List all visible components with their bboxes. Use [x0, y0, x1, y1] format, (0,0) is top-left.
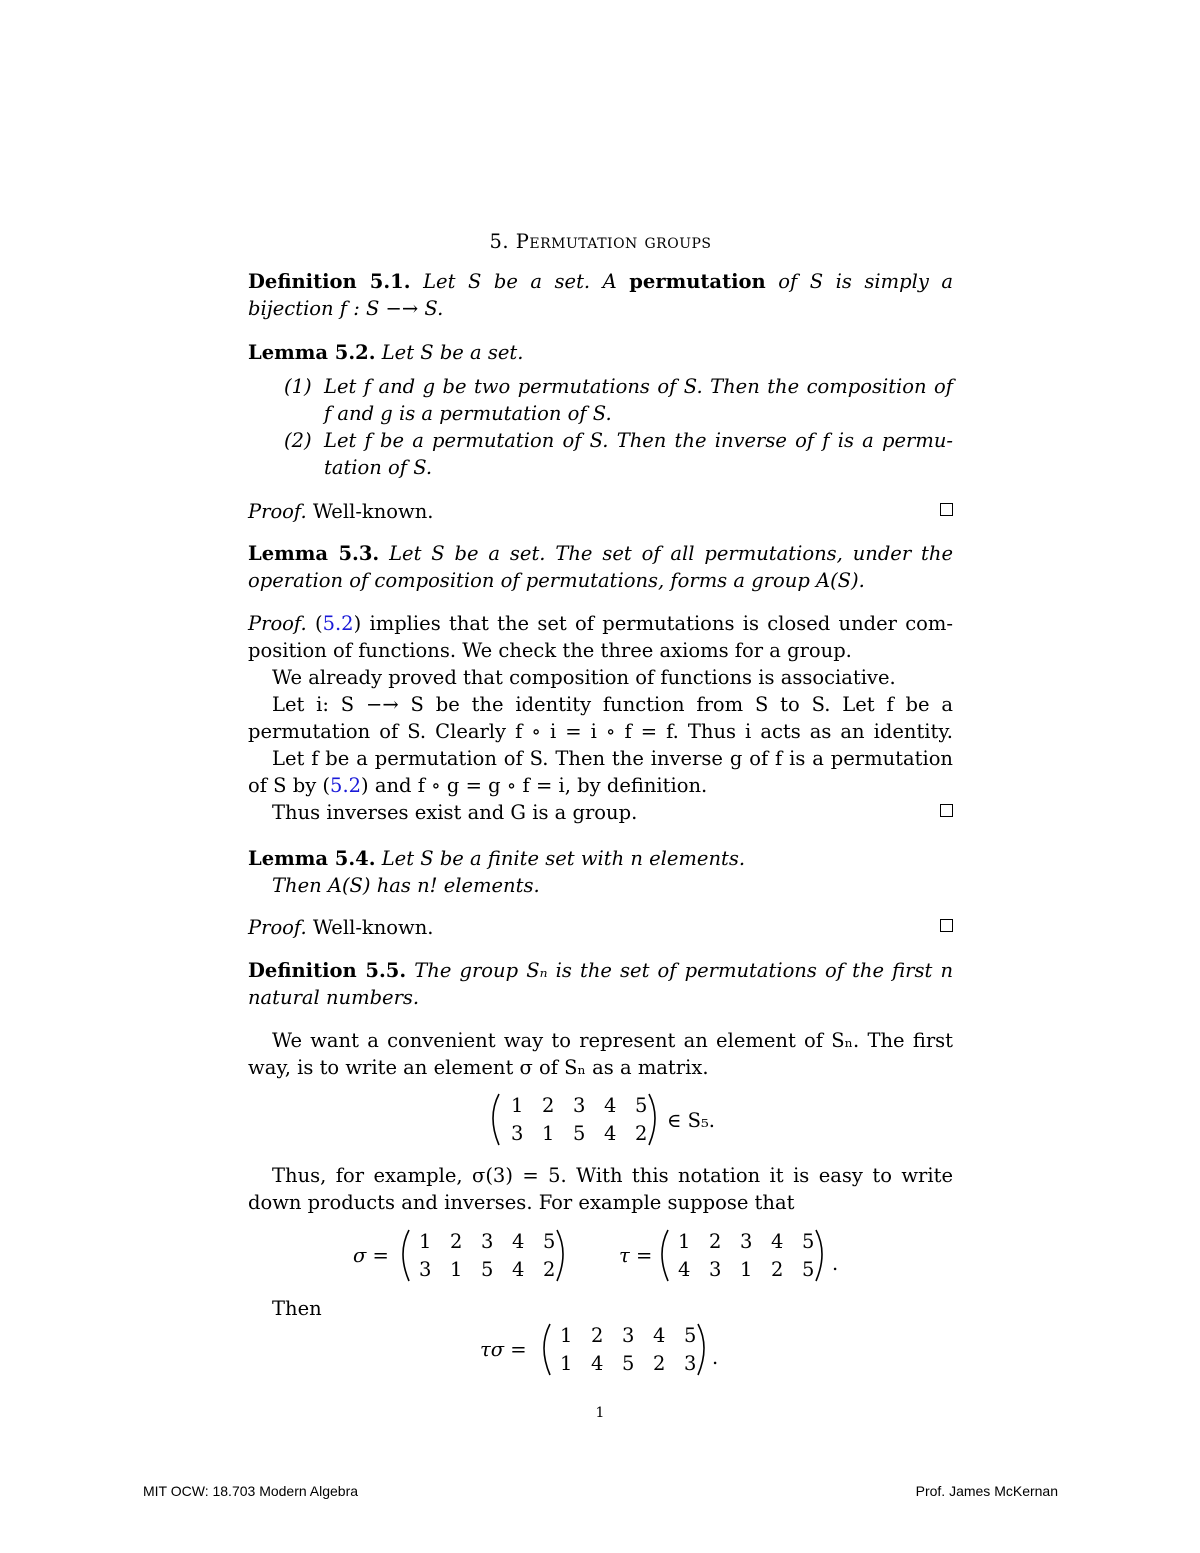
matrix-entry: 3 — [511, 1122, 524, 1145]
lemma-5-4 — [248, 845, 953, 899]
lemma-text: Let S be a set. — [381, 341, 524, 364]
paragraph-text: down products and inverses. For example suppose that — [248, 1191, 795, 1214]
proof-text: We already proved that composition of functions is associative. — [272, 666, 896, 689]
matrix-svg — [485, 1090, 725, 1150]
matrix-entry: 2 — [591, 1324, 604, 1347]
matrix-lhs: τσ = — [480, 1338, 527, 1361]
matrix-entry: 4 — [591, 1352, 604, 1375]
item-number: (1) — [284, 375, 312, 398]
item-text: Let f and g be two permutations of S. Then the composition of — [324, 375, 953, 398]
definition-5-1 — [248, 268, 953, 322]
matrix-entry: 4 — [512, 1258, 525, 1281]
matrix-lhs: σ = — [353, 1244, 389, 1267]
matrix-entry: 2 — [635, 1122, 648, 1145]
proof-text: ) implies that the set of permutations is closed under com- — [353, 612, 953, 635]
matrix-entry: 4 — [653, 1324, 666, 1347]
matrix-entry: 2 — [542, 1094, 555, 1117]
proof-text: Let f be a permutation of S. Then the inverse g of f is a permutation — [272, 747, 953, 770]
matrix-entry: 2 — [543, 1258, 556, 1281]
matrix-entry: 2 — [709, 1230, 722, 1253]
sigma-matrix — [353, 1226, 573, 1293]
matrix-entry: 3 — [684, 1352, 697, 1375]
proof-text: Let i: S −→ S be the identity function from S to S. Let f be a — [272, 693, 953, 716]
matrix-suffix: ∈ S₅. — [667, 1109, 716, 1132]
footer-course: MIT OCW: 18.703 Modern Algebra — [143, 1483, 359, 1499]
definition-label: Definition 5.1. — [248, 270, 411, 293]
matrix-entry: 5 — [622, 1352, 635, 1375]
proof-1 — [248, 498, 953, 525]
lemma-reference-link[interactable]: 5.2 — [322, 612, 354, 635]
tau-sigma-matrix — [480, 1320, 720, 1387]
matrix-bottom-row — [511, 1122, 647, 1145]
matrix-entry: 3 — [419, 1258, 432, 1281]
matrix-entry: 3 — [573, 1094, 586, 1117]
matrix-entry: 5 — [543, 1230, 556, 1253]
qed-box-icon — [940, 919, 953, 932]
right-paren-icon — [557, 1230, 563, 1281]
proof-2: Proof. (5.2) implies that the set of permutations is closed under com- position of functions. We check the three axioms for a group. We already proved that composition of functions is associative. Let i: S −→ S be the identity function from S to S. Let f be a permutation of S. Clearly f ∘ i = i ∘ f = f. Thus i acts as an identity. Let f be a permutation of S. Then the inverse g of f is a permutation of S by (5.2) and f ∘ g = g ∘ f = i, by definition. Thus inverses exist and G is a group. — [248, 612, 953, 824]
proof-text: position of functions. We check the three axioms for a group. — [248, 639, 852, 662]
proof-label: Proof. — [248, 612, 307, 635]
matrix-entry: 1 — [740, 1258, 753, 1281]
matrix-entry: 3 — [481, 1230, 494, 1253]
matrix-entry: 3 — [709, 1258, 722, 1281]
lemma-5-3 — [248, 540, 953, 594]
definition-text: The group Sₙ is the set of permutations of the first n — [414, 959, 954, 982]
definition-label: Definition 5.5. — [248, 959, 407, 982]
proof-text: Thus inverses exist and G is a group. — [272, 801, 638, 824]
lemma-text: operation of composition of permutations, forms a group A(S). — [248, 569, 865, 592]
qed-box-icon — [940, 804, 953, 817]
matrix-entry: 1 — [542, 1122, 555, 1145]
proof-text: permutation of S. Clearly f ∘ i = i ∘ f = f. Thus i acts as an identity. — [248, 720, 953, 743]
item-number: (2) — [284, 429, 312, 452]
tau-matrix — [619, 1226, 849, 1293]
lemma-reference-link[interactable]: 5.2 — [330, 774, 362, 797]
matrix-entry: 2 — [450, 1230, 463, 1253]
matrix-suffix: . — [832, 1252, 839, 1275]
lemma-label: Lemma 5.3. — [248, 542, 380, 565]
qed-box-icon — [940, 503, 953, 516]
proof-text: of S by ( — [248, 774, 331, 797]
definition-text: of S is simply a — [778, 270, 954, 293]
item-text: tation of S. — [324, 456, 433, 479]
right-paren-icon — [649, 1094, 655, 1145]
left-paren-icon — [403, 1230, 409, 1281]
paragraph — [248, 1027, 953, 1081]
item-text: Let f be a permutation of S. Then the inverse of f is a permu- — [324, 429, 953, 452]
matrix-entry: 4 — [604, 1122, 617, 1145]
matrix-entry: 1 — [511, 1094, 524, 1117]
matrix-entry: 3 — [740, 1230, 753, 1253]
proof-text: Well-known. — [312, 916, 434, 939]
footer-author: Prof. James McKernan — [915, 1483, 1058, 1499]
definition-text: natural numbers. — [248, 986, 420, 1009]
left-paren-icon — [662, 1230, 668, 1281]
matrix-entry: 4 — [678, 1258, 691, 1281]
matrix-entry: 5 — [802, 1258, 815, 1281]
matrix-entry: 5 — [684, 1324, 697, 1347]
right-paren-icon — [816, 1230, 822, 1281]
lemma-label: Lemma 5.2. — [248, 341, 376, 364]
matrix-entry: 4 — [771, 1230, 784, 1253]
matrix-example — [485, 1090, 725, 1157]
paragraph-text: We want a convenient way to represent an element of Sₙ. The first — [272, 1029, 953, 1052]
proof-text: ) and f ∘ g = g ∘ f = i, by definition. — [361, 774, 708, 797]
matrix-svg — [619, 1226, 849, 1286]
section-title: 5. Permutation groups — [489, 230, 712, 253]
lemma-text: Let S be a set. The set of all permutations, under the — [389, 542, 953, 565]
proof-3 — [248, 914, 953, 941]
matrix-entry: 5 — [573, 1122, 586, 1145]
matrix-entry: 5 — [802, 1230, 815, 1253]
lemma-text: Let S be a finite set with n elements. — [381, 847, 746, 870]
matrix-entry: 3 — [622, 1324, 635, 1347]
matrix-entry: 5 — [635, 1094, 648, 1117]
paragraph — [248, 1162, 953, 1216]
matrix-entry: 1 — [678, 1230, 691, 1253]
lemma-label: Lemma 5.4. — [248, 847, 376, 870]
matrix-entry: 1 — [450, 1258, 463, 1281]
definition-text: Let S be a set. A — [423, 270, 617, 293]
matrix-entry: 1 — [419, 1230, 432, 1253]
matrix-svg — [353, 1226, 573, 1286]
proof-label: Proof. — [248, 500, 307, 523]
left-paren-icon — [544, 1324, 550, 1375]
paragraph-text: Thus, for example, σ(3) = 5. With this notation it is easy to write — [272, 1164, 953, 1187]
left-paren-icon — [493, 1094, 499, 1145]
lemma-5-2 — [248, 339, 953, 366]
matrix-entry: 5 — [481, 1258, 494, 1281]
matrix-entry: 2 — [771, 1258, 784, 1281]
item-text: f and g is a permutation of S. — [324, 402, 612, 425]
matrix-top-row — [511, 1094, 647, 1117]
right-paren-icon — [698, 1324, 704, 1375]
proof-text: Well-known. — [312, 500, 434, 523]
matrix-suffix: . — [712, 1346, 719, 1369]
paragraph-text: way, is to write an element σ of Sₙ as a matrix. — [248, 1056, 709, 1079]
matrix-entry: 4 — [512, 1230, 525, 1253]
definition-term: permutation — [629, 270, 766, 293]
then-text: Then — [272, 1297, 322, 1320]
matrix-entry: 1 — [560, 1324, 573, 1347]
page-number: 1 — [595, 1405, 605, 1421]
matrix-svg — [480, 1320, 720, 1380]
matrix-entry: 2 — [653, 1352, 666, 1375]
lemma-text: Then A(S) has n! elements. — [272, 874, 540, 897]
matrix-entry: 1 — [560, 1352, 573, 1375]
proof-label: Proof. — [248, 916, 307, 939]
matrix-entry: 4 — [604, 1094, 617, 1117]
definition-5-5 — [248, 957, 953, 1011]
definition-text: bijection f : S −→ S. — [248, 297, 444, 320]
matrix-lhs: τ = — [619, 1244, 653, 1267]
